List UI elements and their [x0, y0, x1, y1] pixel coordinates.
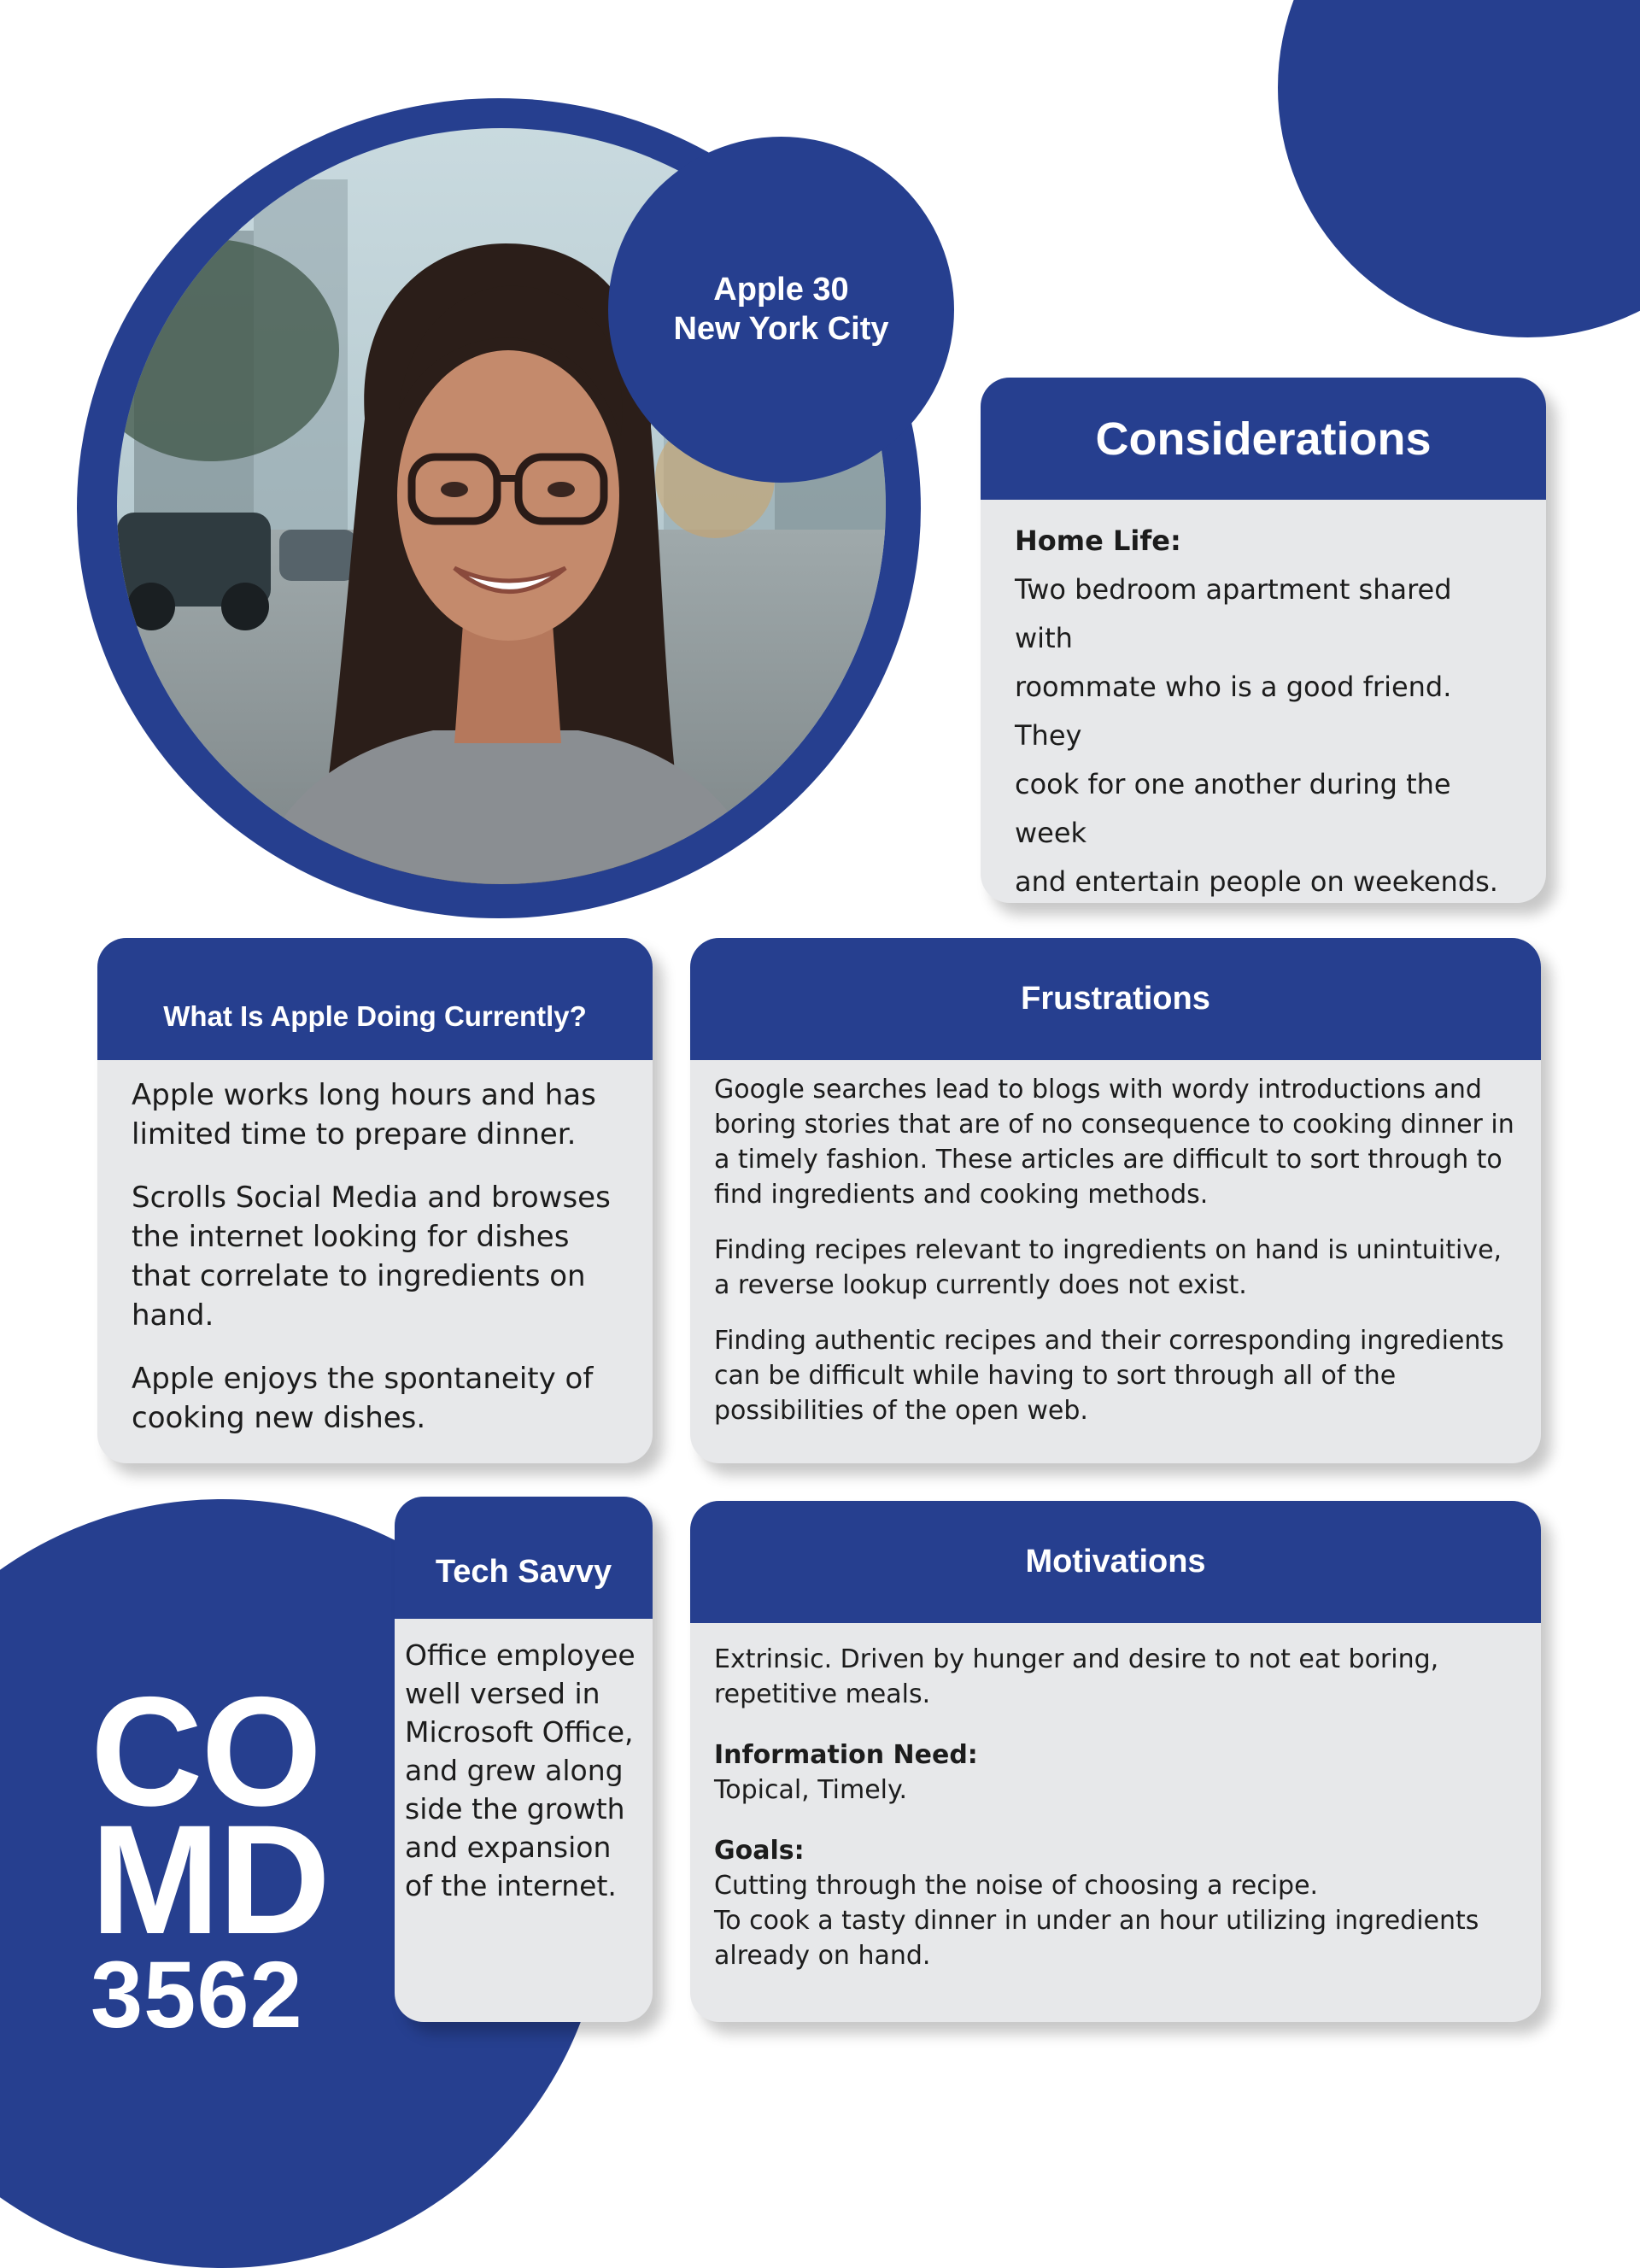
home-life-line: cook for one another during the week	[1015, 768, 1451, 849]
considerations-card	[981, 378, 1546, 903]
logo-line-3: 3562	[91, 1943, 303, 2048]
goal-item: To cook a tasty dinner in under an hour utilizing ingredients already on hand.	[714, 1906, 1479, 1971]
motivations-card	[690, 1501, 1541, 2022]
motivations-intro: Extrinsic. Driven by hunger and desire to not eat boring, repetitive meals.	[714, 1644, 1439, 1709]
frustrations-body	[690, 1060, 1541, 1461]
tech-savvy-title: Tech Savvy	[395, 1497, 653, 1619]
tech-savvy-text: Office employee well versed in Microsoft Office, and grew along side the growth and expansion of the internet.	[405, 1638, 636, 1902]
current-activity-body	[97, 1060, 653, 1463]
persona-name-age: Apple 30	[713, 271, 849, 308]
current-paragraph: Scrolls Social Media and browses the internet looking for dishes that correlate to ingredients on hand.	[132, 1181, 611, 1333]
comd-logo	[91, 1664, 330, 2048]
current-activity-card	[97, 938, 653, 1463]
frustrations-card	[690, 938, 1541, 1463]
home-life-line: roommate who is a good friend. They	[1015, 671, 1452, 752]
information-need-text: Topical, Timely.	[714, 1775, 908, 1805]
motivations-body	[690, 1623, 1541, 1992]
current-paragraph: Apple enjoys the spontaneity of cooking new dishes.	[132, 1362, 594, 1435]
decorative-circle-top-right	[1278, 0, 1640, 337]
considerations-body	[981, 500, 1546, 903]
information-need-label: Information Need:	[714, 1740, 978, 1770]
logo-line-2: MD	[91, 1792, 330, 1966]
goal-item: Cutting through the noise of choosing a recipe.	[714, 1871, 1319, 1901]
tech-savvy-card	[395, 1497, 653, 2022]
frustrations-title: Frustrations	[690, 938, 1541, 1060]
frustration-paragraph: Finding authentic recipes and their corresponding ingredients can be difficult while having to sort through all of the possibilities of the open web.	[714, 1326, 1504, 1426]
frustration-paragraph: Finding recipes relevant to ingredients on hand is unintuitive, a reverse lookup currently does not exist.	[714, 1235, 1502, 1300]
current-paragraph: Apple works long hours and has limited time to prepare dinner.	[132, 1078, 596, 1152]
home-life-line: Two bedroom apartment shared with	[1015, 573, 1452, 654]
persona-name-bubble	[608, 137, 954, 483]
motivations-title: Motivations	[690, 1501, 1541, 1623]
goals-label: Goals:	[714, 1836, 805, 1866]
home-life-label: Home Life:	[1015, 525, 1181, 557]
persona-city: New York City	[673, 310, 889, 347]
logo-line-1: CO	[91, 1664, 320, 1838]
frustration-paragraph: Google searches lead to blogs with wordy introductions and boring stories that are of no consequence to cooking dinner in a timely fashion. These articles are difficult to sort through to find ingredients and cooking methods.	[714, 1075, 1514, 1210]
considerations-title: Considerations	[981, 378, 1546, 500]
tech-savvy-body	[395, 1619, 653, 1922]
home-life-line: and entertain people on weekends.	[1015, 865, 1498, 898]
current-activity-title: What Is Apple Doing Currently?	[97, 938, 653, 1060]
